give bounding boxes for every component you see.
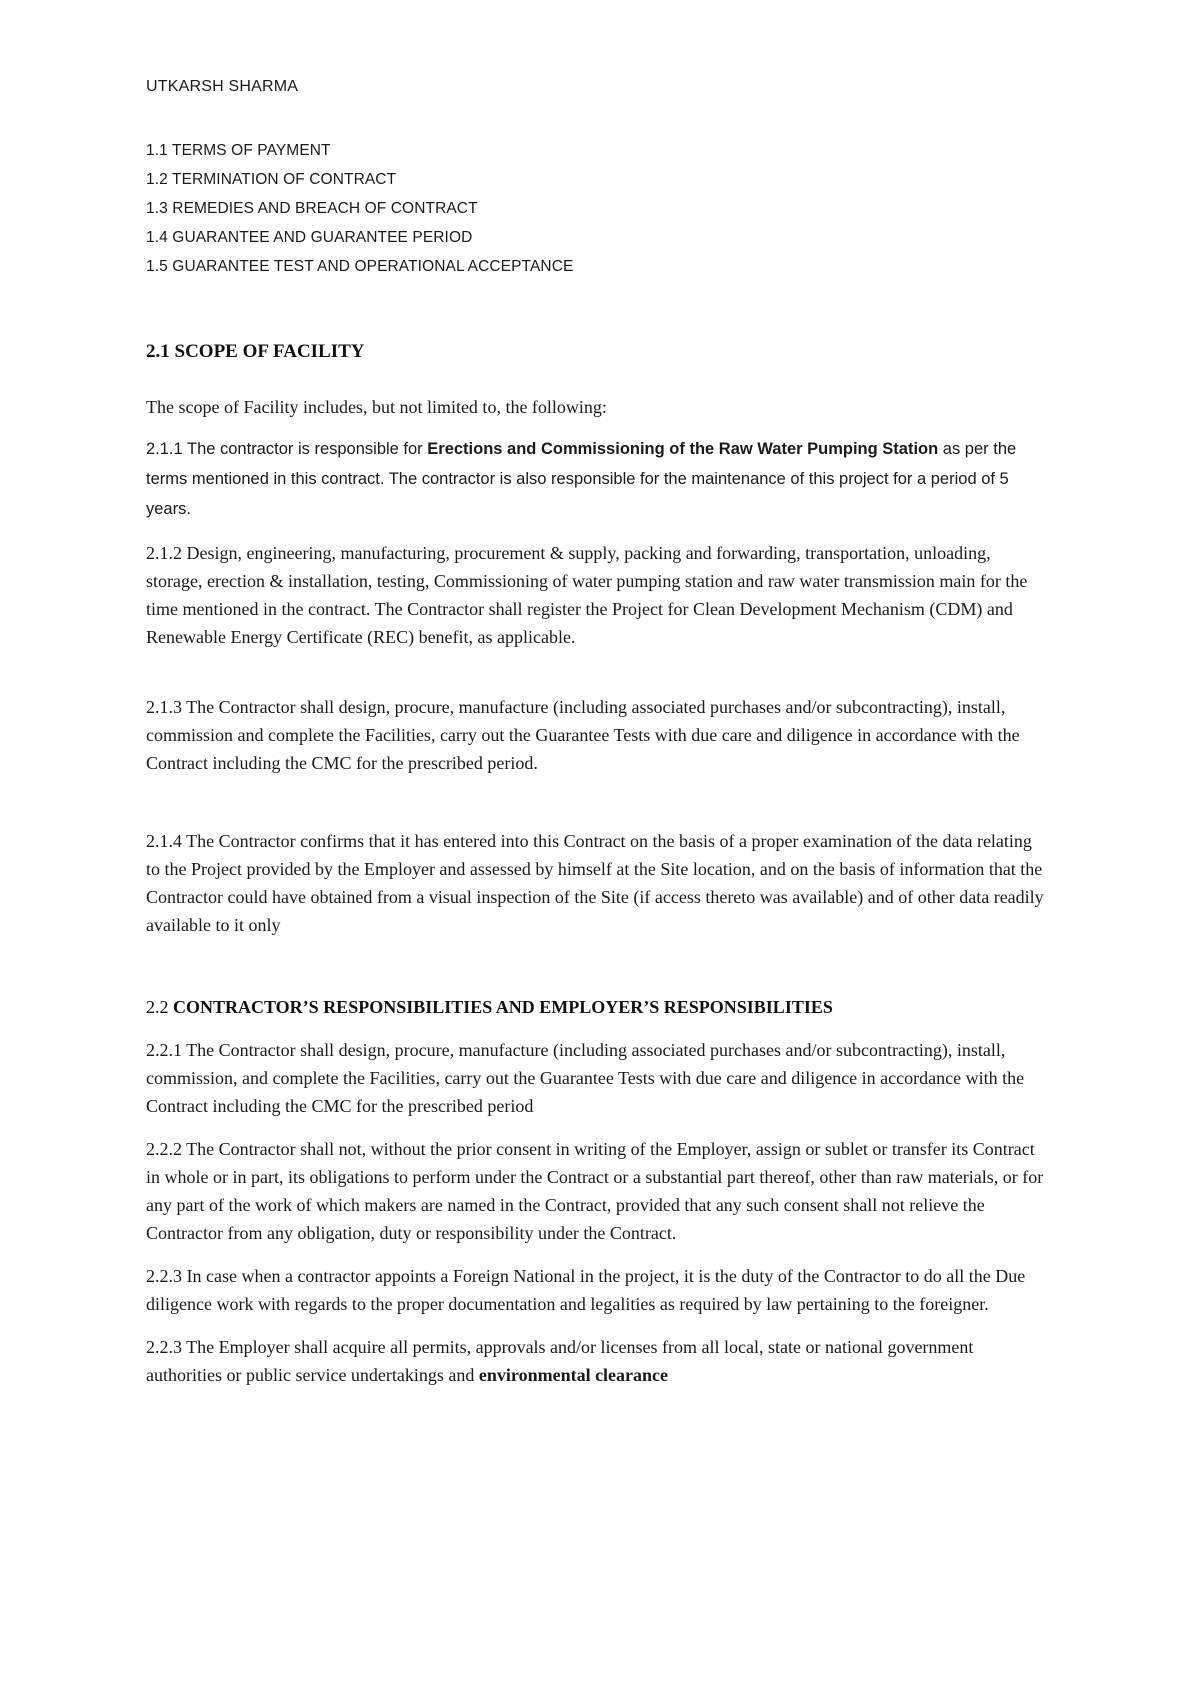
clause-2-2-2: 2.2.2 The Contractor shall not, without the prior consent in writing of the Employer, assign or sublet or transfer its Contract in whole or in part, its obligations to perform under the Contract or a substantial part thereof, other than raw materials, or for any part of the work of which makers are named in the Contract, provided that any such consent shall not relieve the Contractor from any obligation, duty or responsibility under the Contract.	[146, 1139, 1044, 1243]
section-heading-responsibilities: 2.2 CONTRACTOR’S RESPONSIBILITIES AND EMPLOYER’S RESPONSIBILITIES	[146, 997, 833, 1017]
author-name: UTKARSH SHARMA	[146, 78, 299, 95]
section-heading-scope: 2.1 SCOPE OF FACILITY	[146, 341, 365, 362]
clause-2-2-3-employer: 2.2.3 The Employer shall acquire all permits, approvals and/or licenses from all local, state or national government authorities or public service undertakings and environmental clearance	[146, 1337, 974, 1385]
clause-2-1-1: 2.1.1 The contractor is responsible for Erections and Commissioning of the Raw Water Pumping Station as per the terms mentioned in this contract. The contractor is also responsible for the maintenance of this project for a period of 5 years.	[146, 440, 1017, 518]
clause-2-2-1: 2.2.1 The Contractor shall design, procure, manufacture (including associated purchases and/or subcontracting), install, commission, and complete the Facilities, carry out the Guarantee Tests with due care and diligence in accordance with the Contract including the CMC for the prescribed period	[146, 1040, 1025, 1116]
clause-2-1-4: 2.1.4 The Contractor confirms that it has entered into this Contract on the basis of a proper examination of the data relating to the Project provided by the Employer and assessed by himself at the Site location, and on the basis of information that the Contractor could have obtained from a visual inspection of the Site (if access thereto was available) and of other data readily available to it only	[146, 831, 1044, 935]
toc-item: 1.3 REMEDIES AND BREACH OF CONTRACT	[146, 200, 478, 217]
scope-intro: The scope of Facility includes, but not limited to, the following:	[146, 397, 607, 417]
toc-item: 1.1 TERMS OF PAYMENT	[146, 142, 331, 159]
clause-2-1-3: 2.1.3 The Contractor shall design, procure, manufacture (including associated purchases and/or subcontracting), install, commission and complete the Facilities, carry out the Guarantee Tests with due care and diligence in accordance with the Contract including the CMC for the prescribed period.	[146, 697, 1020, 773]
toc-item: 1.5 GUARANTEE TEST AND OPERATIONAL ACCEPTANCE	[146, 258, 574, 275]
toc-item: 1.2 TERMINATION OF CONTRACT	[146, 171, 397, 188]
toc-item: 1.4 GUARANTEE AND GUARANTEE PERIOD	[146, 229, 473, 246]
clause-2-2-3: 2.2.3 In case when a contractor appoints a Foreign National in the project, it is the duty of the Contractor to do all the Due diligence work with regards to the proper documentation and legalities as required by law pertaining to the foreigner.	[146, 1266, 1026, 1314]
table-of-contents	[146, 136, 1050, 281]
clause-2-1-2: 2.1.2 Design, engineering, manufacturing, procurement & supply, packing and forwarding, transportation, unloading, storage, erection & installation, testing, Commissioning of water pumping station and raw water transmission main for the time mentioned in the contract. The Contractor shall register the Project for Clean Development Mechanism (CDM) and Renewable Energy Certificate (REC) benefit, as applicable.	[146, 543, 1028, 647]
